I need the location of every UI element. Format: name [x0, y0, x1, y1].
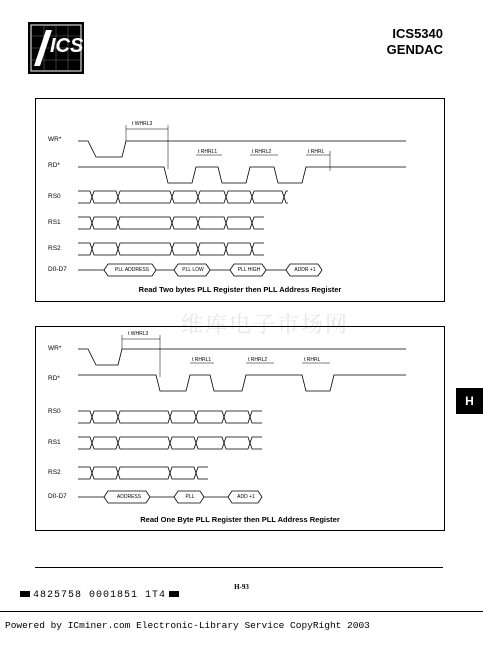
section-tab: H: [456, 388, 483, 414]
signal-label: RS1: [48, 219, 61, 226]
barcode-mark-right: [169, 591, 179, 597]
diagram-caption: Read Two bytes PLL Register then PLL Address Register: [138, 285, 342, 294]
signal-label: RD*: [48, 162, 60, 169]
timing-label: t RHRL1: [198, 149, 218, 155]
signal-label: D0-D7: [48, 266, 67, 273]
data-value: ADD +1: [237, 494, 255, 500]
barcode-mark-left: [20, 591, 30, 597]
timing-diagram-2: [35, 326, 445, 531]
diagram-caption: Read One Byte PLL Register then PLL Address Register: [140, 515, 340, 524]
barcode-value: 4825758 0001851 1T4: [33, 590, 167, 601]
signal-label: RS0: [48, 408, 61, 415]
timing-label: t RHRL: [304, 357, 321, 363]
timing-diagram-1: [35, 98, 445, 302]
signal-label: RS2: [48, 469, 61, 476]
timing-label: t WHRL3: [132, 121, 153, 127]
signal-label: D0-D7: [48, 493, 67, 500]
timing-label: t RHRL2: [248, 357, 268, 363]
part-number: ICS5340: [392, 26, 443, 41]
bottom-rule: [35, 567, 443, 568]
data-value: PLL: [185, 494, 195, 500]
watermark: 维库电子市场网: [180, 313, 349, 338]
timing-label: t RHRL: [308, 149, 325, 155]
data-value: ADDR +1: [294, 267, 316, 273]
signal-label: RS1: [48, 439, 61, 446]
data-value: PLL ADDRESS: [115, 267, 149, 273]
signal-label: RS0: [48, 193, 61, 200]
signal-label: WR*: [48, 345, 62, 352]
page-number: H-93: [234, 583, 249, 591]
signal-label: RS2: [48, 245, 61, 252]
timing-label: t RHRL1: [192, 357, 212, 363]
product-name: GENDAC: [386, 42, 443, 57]
footer-rule: [0, 611, 483, 612]
timing-label: t WHRL3: [128, 331, 149, 337]
signal-label: WR*: [48, 136, 62, 143]
ics-logo-icon: [28, 22, 84, 74]
barcode-text: [20, 590, 179, 601]
data-value: PLL LOW: [182, 267, 204, 273]
signal-label: RD*: [48, 375, 60, 382]
timing-label: t RHRL2: [252, 149, 272, 155]
data-value: ADDRESS: [116, 494, 142, 500]
logo-text: ICS: [50, 35, 84, 57]
footer-text: Powered by ICminer.com Electronic-Library Service CopyRight 2003: [5, 620, 370, 631]
data-value: PLL HIGH: [237, 267, 261, 273]
